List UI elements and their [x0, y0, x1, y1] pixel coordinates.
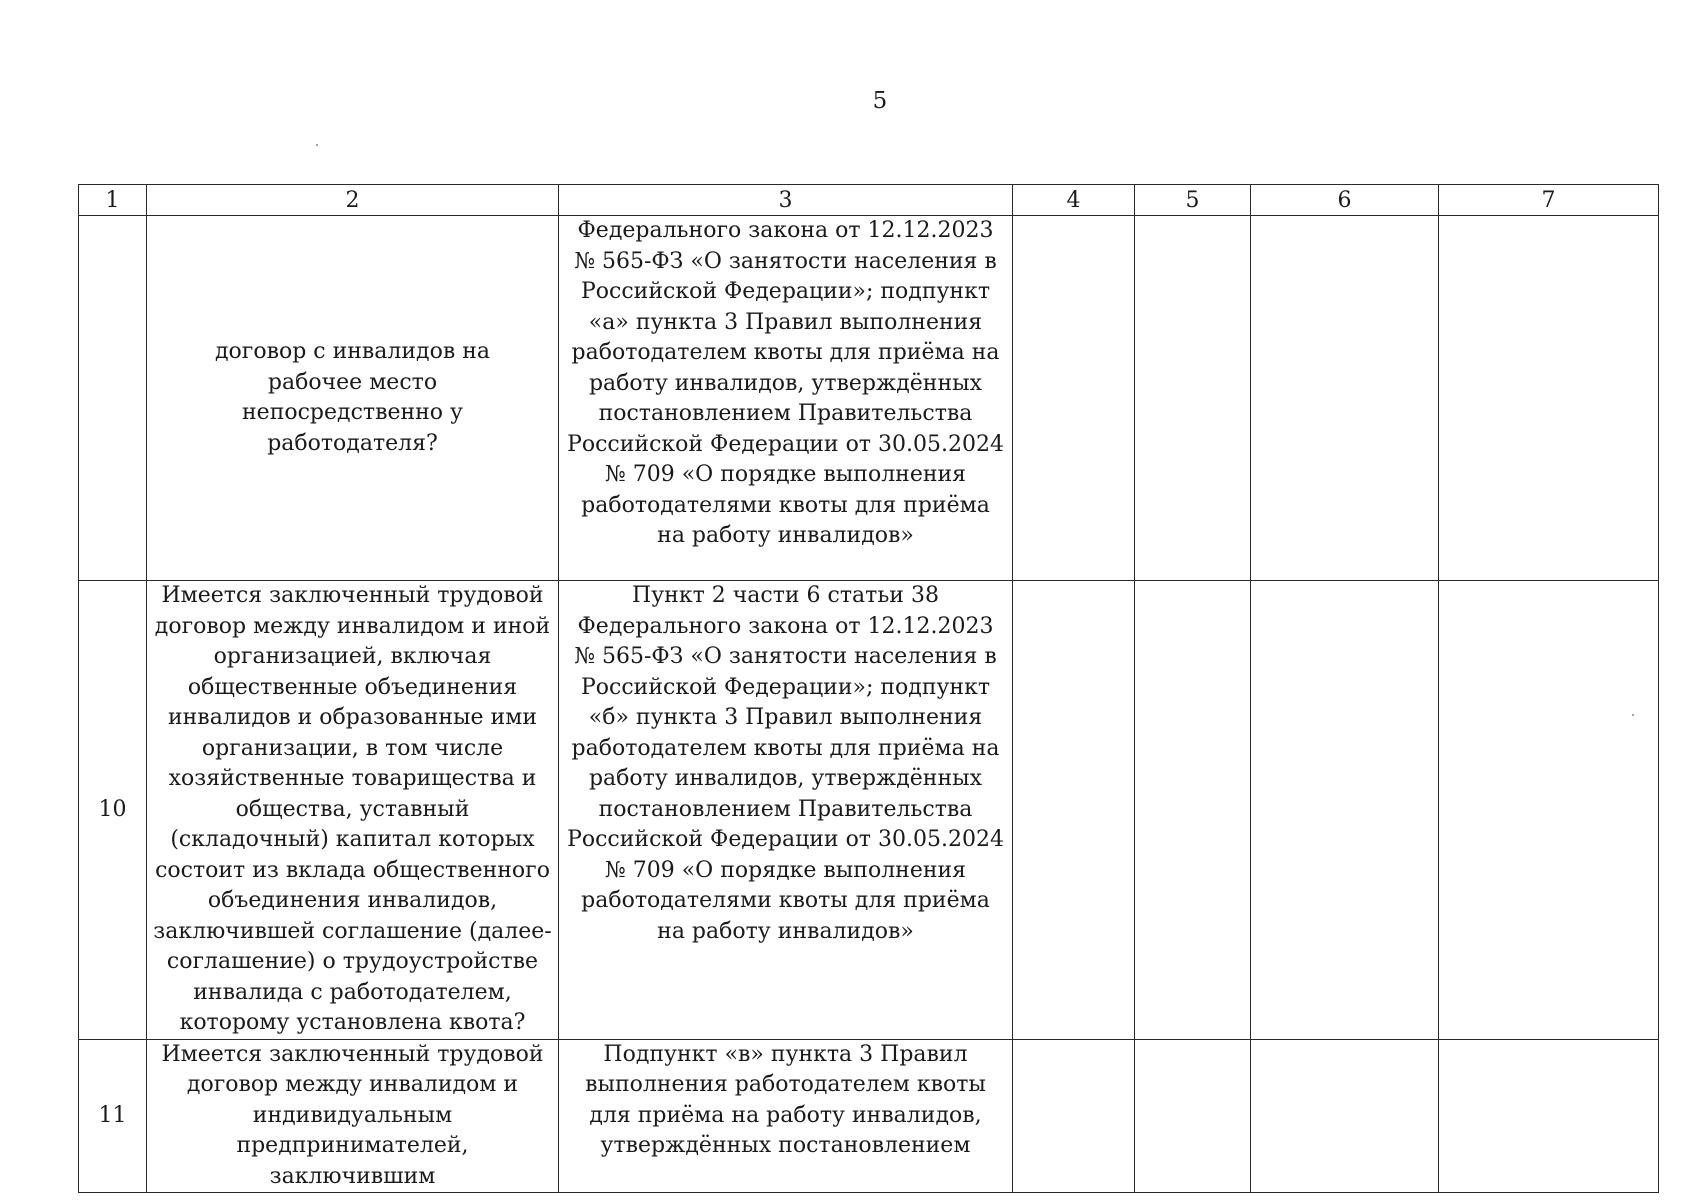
empty-cell — [1439, 216, 1659, 581]
empty-cell — [1439, 581, 1659, 1040]
column-header: 1 — [79, 185, 147, 216]
column-header: 6 — [1251, 185, 1439, 216]
checklist-table — [78, 184, 1659, 1193]
reference-cell — [559, 1039, 1013, 1193]
column-header: 5 — [1135, 185, 1251, 216]
question-cell — [147, 581, 559, 1040]
empty-cell — [1135, 216, 1251, 581]
table-row — [79, 1039, 1659, 1193]
question-cell — [147, 1039, 559, 1193]
empty-cell — [1251, 216, 1439, 581]
empty-cell — [1251, 1039, 1439, 1193]
reference-cell — [559, 581, 1013, 1040]
row-number: 10 — [79, 581, 147, 1040]
empty-cell — [1135, 581, 1251, 1040]
table-row — [79, 216, 1659, 581]
column-header: 3 — [559, 185, 1013, 216]
column-header: 7 — [1439, 185, 1659, 216]
reference-text: Подпункт «в» пункта 3 Правил выполнения работодателем квоты для приёма на работу инвалидов, утверждённых постановлением — [585, 1041, 986, 1158]
reference-cell — [559, 216, 1013, 581]
empty-cell — [1013, 581, 1135, 1040]
question-text: Имеется заключенный трудовой договор между инвалидом и индивидуальным предпринимателей, заключившим — [161, 1041, 544, 1189]
empty-cell — [1251, 581, 1439, 1040]
column-header: 2 — [147, 185, 559, 216]
table-header-row — [79, 185, 1659, 216]
empty-cell — [1439, 1039, 1659, 1193]
column-header: 4 — [1013, 185, 1135, 216]
reference-text: Пункт 2 части 6 статьи 38 Федерального закона от 12.12.2023 № 565-ФЗ «О занятости населения в Российской Федерации»; подпункт «б» пункта 3 Правил выполнения работодателем квоты для приёма на работу инвалидов, утверждённых постановлением Правительства Российской Федерации от 30.05.2024 № 709 «О порядке выполнения работодателями квоты для приёма на работу инвалидов» — [567, 583, 1004, 944]
table-row — [79, 581, 1659, 1040]
empty-cell — [1013, 216, 1135, 581]
question-cell — [147, 216, 559, 581]
empty-cell — [1135, 1039, 1251, 1193]
scan-speck — [316, 144, 318, 146]
question-text: договор с инвалидов на рабочее место непосредственно у работодателя? — [215, 339, 490, 456]
empty-cell — [1013, 1039, 1135, 1193]
row-number — [79, 216, 147, 581]
question-text: Имеется заключенный трудовой договор между инвалидом и иной организацией, включая общественные объединения инвалидов и образованные ими организации, в том числе хозяйственные товарищества и общества, уставный (складочный) капитал которых состоит из вклада общественного объединения инвалидов, заключившей соглашение (далее-соглашение) о трудоустройстве инвалида с работодателем, которому установлена квота? — [153, 583, 552, 1035]
page-number: 5 — [872, 88, 888, 114]
reference-text: Федерального закона от 12.12.2023 № 565-ФЗ «О занятости населения в Российской Федерации»; подпункт «а» пункта 3 Правил выполнения работодателем квоты для приёма на работу инвалидов, утверждённых постановлением Правительства Российской Федерации от 30.05.2024 № 709 «О порядке выполнения работодателями квоты для приёма на работу инвалидов» — [567, 218, 1004, 548]
row-number: 11 — [79, 1039, 147, 1193]
